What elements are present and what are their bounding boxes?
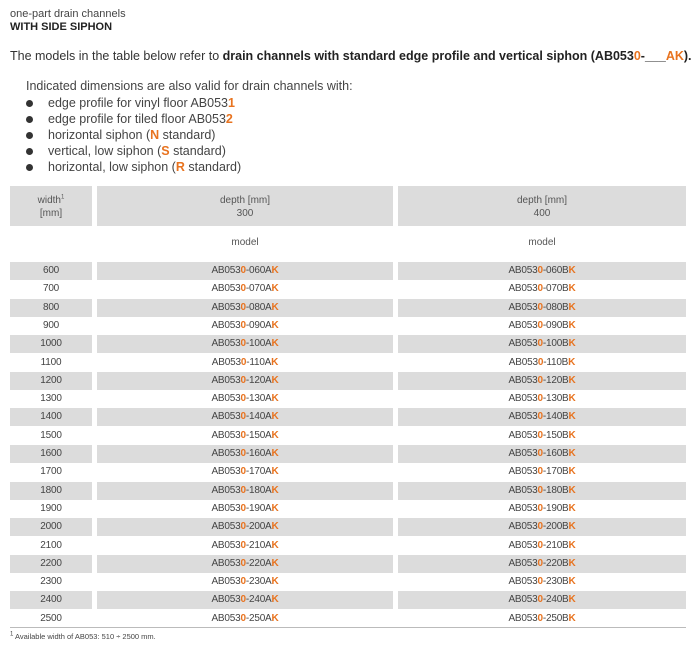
code-siphon-letter: K bbox=[271, 502, 279, 514]
width-cell: 1100 bbox=[10, 354, 92, 372]
code-variant-digit: 0 bbox=[240, 557, 246, 569]
width-unit: [mm] bbox=[39, 208, 63, 219]
code-variant-digit: 0 bbox=[537, 374, 543, 386]
code-prefix: AB053 bbox=[211, 265, 241, 276]
code-prefix: AB053 bbox=[508, 557, 538, 569]
width-cell: 1600 bbox=[10, 445, 92, 463]
code-size: -210A bbox=[245, 539, 272, 551]
code-prefix: AB053 bbox=[211, 338, 241, 350]
model-code-400 bbox=[398, 299, 686, 317]
code-variant-digit: 0 bbox=[240, 265, 246, 276]
code-variant-digit: 0 bbox=[537, 576, 543, 588]
table-row bbox=[10, 591, 686, 609]
code-prefix: AB053 bbox=[508, 466, 538, 478]
code-variant-digit: 0 bbox=[537, 301, 543, 313]
model-code-400 bbox=[398, 317, 686, 335]
model-code-400 bbox=[398, 555, 686, 573]
code-prefix: AB053 bbox=[508, 338, 538, 350]
variant-list bbox=[26, 95, 241, 175]
code-variant-digit: 0 bbox=[537, 429, 543, 441]
model-code-400 bbox=[398, 427, 686, 445]
code-siphon-letter: K bbox=[271, 539, 279, 551]
code-size: -190A bbox=[245, 502, 272, 514]
bullet-icon bbox=[26, 116, 33, 123]
code-prefix: AB053 bbox=[211, 539, 241, 551]
width-cell: 2200 bbox=[10, 555, 92, 573]
table-row bbox=[10, 537, 686, 555]
code-variant-digit: 0 bbox=[240, 448, 246, 459]
code-variant-digit: 0 bbox=[240, 594, 246, 606]
code-prefix: AB053 bbox=[211, 301, 241, 313]
code-variant-digit: 0 bbox=[537, 557, 543, 569]
table-row bbox=[10, 317, 686, 335]
code-siphon-letter: K bbox=[271, 466, 279, 478]
variant-text: horizontal, low siphon ( bbox=[48, 160, 176, 174]
code-variant-digit: 0 bbox=[537, 539, 543, 551]
model-code-400 bbox=[398, 262, 686, 280]
code-size: -230B bbox=[542, 576, 569, 588]
code-siphon-letter: K bbox=[271, 374, 279, 386]
code-siphon-letter: K bbox=[568, 393, 576, 405]
model-code-400 bbox=[398, 372, 686, 390]
intro-bold-text: drain channels with standard edge profile and vertical siphon (AB053 bbox=[222, 49, 634, 63]
code-size: -080B bbox=[542, 301, 569, 313]
code-variant-digit: 0 bbox=[537, 283, 543, 295]
code-prefix: AB053 bbox=[211, 411, 241, 423]
code-variant-digit: 0 bbox=[537, 265, 543, 276]
code-siphon-letter: K bbox=[271, 265, 279, 276]
model-code-400 bbox=[398, 463, 686, 481]
table-row bbox=[10, 482, 686, 500]
model-code-300 bbox=[97, 408, 393, 426]
width-cell: 600 bbox=[10, 262, 92, 280]
code-size: -070B bbox=[542, 283, 569, 295]
bullet-icon bbox=[26, 132, 33, 139]
model-code-300 bbox=[97, 427, 393, 445]
code-prefix: AB053 bbox=[508, 411, 538, 423]
code-size: -210B bbox=[542, 539, 569, 551]
model-code-400 bbox=[398, 500, 686, 518]
code-siphon-letter: K bbox=[271, 484, 279, 496]
depth-value-400: 400 bbox=[533, 208, 551, 219]
code-prefix: AB053 bbox=[211, 576, 241, 588]
code-prefix: AB053 bbox=[508, 429, 538, 441]
code-variant-digit: 0 bbox=[240, 576, 246, 588]
intro-prefix: The models in the table below refer to bbox=[10, 49, 223, 63]
depth-value-300: 300 bbox=[236, 208, 254, 219]
code-siphon-letter: K bbox=[271, 448, 279, 459]
code-siphon-letter: K bbox=[568, 301, 576, 313]
code-prefix: AB053 bbox=[211, 393, 241, 405]
table-row bbox=[10, 463, 686, 481]
table-row bbox=[10, 500, 686, 518]
code-siphon-letter: K bbox=[271, 338, 279, 350]
variant-text: edge profile for vinyl floor AB053 bbox=[48, 96, 228, 110]
code-prefix: AB053 bbox=[211, 557, 241, 569]
model-code-300 bbox=[97, 299, 393, 317]
model-code-400 bbox=[398, 573, 686, 591]
model-code-300 bbox=[97, 372, 393, 390]
model-code-300 bbox=[97, 280, 393, 298]
code-prefix: AB053 bbox=[508, 448, 538, 459]
code-variant-digit: 0 bbox=[240, 539, 246, 551]
code-siphon-letter: K bbox=[568, 502, 576, 514]
code-size: -060A bbox=[245, 265, 272, 276]
code-size: -170A bbox=[245, 466, 272, 478]
depth-label-400: depth [mm] bbox=[516, 195, 568, 206]
code-siphon-letter: K bbox=[271, 356, 279, 368]
code-size: -120B bbox=[542, 374, 569, 386]
code-siphon-letter: K bbox=[271, 283, 279, 295]
code-prefix: AB053 bbox=[508, 283, 538, 295]
code-variant-digit: 0 bbox=[240, 502, 246, 514]
intro-close: ). bbox=[683, 49, 692, 63]
code-variant-digit: 0 bbox=[240, 429, 246, 441]
code-prefix: AB053 bbox=[211, 484, 241, 496]
model-code-400 bbox=[398, 518, 686, 536]
code-size: -200A bbox=[245, 521, 272, 533]
code-size: -100B bbox=[542, 338, 569, 350]
width-cell: 2000 bbox=[10, 518, 92, 536]
variant-item bbox=[26, 95, 241, 111]
code-size: -250A bbox=[245, 612, 272, 624]
code-size: -070A bbox=[245, 283, 272, 295]
code-siphon-letter: K bbox=[568, 448, 576, 459]
code-variant-digit: 0 bbox=[537, 502, 543, 514]
code-prefix: AB053 bbox=[211, 612, 241, 624]
code-variant-digit: 0 bbox=[240, 301, 246, 313]
code-size: -150A bbox=[245, 429, 272, 441]
width-footnote-mark: 1 bbox=[61, 194, 65, 201]
variant-text-after: standard) bbox=[169, 144, 226, 158]
table-row bbox=[10, 354, 686, 372]
table-bottom-divider bbox=[10, 627, 686, 628]
intro-bold bbox=[223, 49, 692, 63]
document-title: WITH SIDE SIPHON bbox=[10, 21, 113, 33]
code-size: -180B bbox=[542, 484, 569, 496]
width-cell: 1300 bbox=[10, 390, 92, 408]
code-variant-digit: 0 bbox=[240, 356, 247, 368]
model-code-300 bbox=[97, 463, 393, 481]
width-cell: 1700 bbox=[10, 463, 92, 481]
model-code-300 bbox=[97, 335, 393, 353]
bullet-icon bbox=[26, 100, 33, 107]
code-size: -060B bbox=[542, 265, 569, 276]
model-code-300 bbox=[97, 573, 393, 591]
code-size: -150B bbox=[542, 429, 569, 441]
code-siphon-letter: K bbox=[568, 411, 576, 423]
code-variant-digit: 0 bbox=[240, 411, 246, 423]
variant-highlight: 1 bbox=[227, 96, 235, 110]
code-prefix: AB053 bbox=[508, 484, 538, 496]
intro-paragraph bbox=[10, 49, 692, 63]
table-row bbox=[10, 408, 686, 426]
code-size: -250B bbox=[542, 612, 569, 624]
code-prefix: AB053 bbox=[508, 374, 538, 386]
code-prefix: AB053 bbox=[508, 576, 538, 588]
variant-text: vertical, low siphon ( bbox=[48, 144, 162, 158]
intro-orange-suffix: AK bbox=[665, 49, 684, 63]
table-row bbox=[10, 610, 686, 628]
code-prefix: AB053 bbox=[508, 612, 538, 624]
depth-label-300: depth [mm] bbox=[219, 195, 271, 206]
document-pretitle: one-part drain channels bbox=[10, 8, 126, 20]
width-cell: 700 bbox=[10, 280, 92, 298]
width-cell: 1000 bbox=[10, 335, 92, 353]
footnote-mark: 1 bbox=[10, 631, 14, 638]
width-cell: 1200 bbox=[10, 372, 92, 390]
model-code-300 bbox=[97, 500, 393, 518]
model-code-300 bbox=[97, 518, 393, 536]
model-code-400 bbox=[398, 445, 686, 463]
code-size: -230A bbox=[245, 576, 272, 588]
table-row bbox=[10, 390, 686, 408]
code-siphon-letter: K bbox=[568, 265, 576, 276]
model-code-300 bbox=[97, 537, 393, 555]
variant-text-after: standard) bbox=[184, 160, 242, 174]
model-code-300 bbox=[97, 591, 393, 609]
variant-item bbox=[26, 127, 241, 143]
model-label-300: model bbox=[231, 237, 259, 248]
code-size: -140A bbox=[245, 411, 272, 423]
code-prefix: AB053 bbox=[211, 356, 241, 368]
model-code-400 bbox=[398, 610, 686, 628]
model-code-300 bbox=[97, 445, 393, 463]
code-size: -190B bbox=[542, 502, 569, 514]
width-label: width bbox=[37, 195, 61, 206]
code-siphon-letter: K bbox=[568, 283, 576, 295]
code-variant-digit: 0 bbox=[240, 466, 246, 478]
code-size: -180A bbox=[245, 484, 272, 496]
code-variant-digit: 0 bbox=[240, 393, 246, 405]
code-size: -160B bbox=[542, 448, 569, 459]
code-siphon-letter: K bbox=[568, 576, 576, 588]
intro-dash-blank: -___ bbox=[640, 49, 666, 63]
code-size: -120A bbox=[245, 374, 272, 386]
code-prefix: AB053 bbox=[508, 319, 538, 331]
code-siphon-letter: K bbox=[271, 576, 279, 588]
model-code-300 bbox=[97, 262, 393, 280]
model-code-400 bbox=[398, 390, 686, 408]
code-siphon-letter: K bbox=[568, 338, 576, 350]
code-siphon-letter: K bbox=[568, 594, 576, 606]
code-prefix: AB053 bbox=[211, 319, 241, 331]
width-cell: 1400 bbox=[10, 408, 92, 426]
code-variant-digit: 0 bbox=[537, 338, 543, 350]
code-variant-digit: 0 bbox=[537, 411, 543, 423]
table-row bbox=[10, 372, 686, 390]
code-siphon-letter: K bbox=[568, 612, 576, 624]
width-cell: 900 bbox=[10, 317, 92, 335]
variant-text: edge profile for tiled floor AB053 bbox=[48, 112, 226, 126]
model-code-300 bbox=[97, 390, 393, 408]
code-prefix: AB053 bbox=[211, 594, 241, 606]
code-variant-digit: 0 bbox=[240, 319, 246, 331]
code-size: -080A bbox=[245, 301, 272, 313]
code-variant-digit: 0 bbox=[537, 393, 543, 405]
code-size: -220A bbox=[245, 557, 272, 569]
header-width bbox=[10, 186, 92, 226]
footnote-text: Available width of AB053: 510 ÷ 2500 mm. bbox=[13, 632, 156, 641]
code-siphon-letter: K bbox=[271, 557, 279, 569]
code-size: -200B bbox=[542, 521, 569, 533]
variant-text: horizontal siphon ( bbox=[48, 128, 151, 142]
code-variant-digit: 0 bbox=[240, 338, 246, 350]
code-siphon-letter: K bbox=[568, 466, 576, 478]
code-siphon-letter: K bbox=[271, 594, 279, 606]
variant-item bbox=[26, 111, 241, 127]
code-size: -240B bbox=[542, 594, 569, 606]
model-code-400 bbox=[398, 482, 686, 500]
variant-item bbox=[26, 159, 241, 175]
code-variant-digit: 0 bbox=[537, 484, 543, 496]
code-siphon-letter: K bbox=[271, 521, 279, 533]
width-cell: 2500 bbox=[10, 610, 92, 628]
model-code-300 bbox=[97, 317, 393, 335]
code-prefix: AB053 bbox=[211, 502, 241, 514]
code-siphon-letter: K bbox=[568, 557, 576, 569]
model-code-400 bbox=[398, 354, 686, 372]
code-prefix: AB053 bbox=[508, 356, 538, 368]
code-prefix: AB053 bbox=[508, 502, 538, 514]
table-row bbox=[10, 445, 686, 463]
variant-item bbox=[26, 143, 241, 159]
table-row bbox=[10, 335, 686, 353]
width-cell: 2300 bbox=[10, 573, 92, 591]
code-siphon-letter: K bbox=[568, 374, 576, 386]
code-size: -130A bbox=[245, 393, 272, 405]
model-code-400 bbox=[398, 591, 686, 609]
model-code-400 bbox=[398, 408, 686, 426]
variant-highlight: S bbox=[161, 144, 170, 158]
code-siphon-letter: K bbox=[271, 393, 279, 405]
footnote bbox=[10, 632, 156, 641]
table-row bbox=[10, 280, 686, 298]
code-prefix: AB053 bbox=[211, 374, 241, 386]
code-variant-digit: 0 bbox=[240, 283, 246, 295]
code-prefix: AB053 bbox=[211, 466, 241, 478]
table-row bbox=[10, 427, 686, 445]
code-size: -100A bbox=[245, 338, 272, 350]
code-prefix: AB053 bbox=[508, 539, 538, 551]
variant-highlight: N bbox=[150, 128, 160, 142]
code-variant-digit: 0 bbox=[537, 466, 543, 478]
code-prefix: AB053 bbox=[211, 429, 241, 441]
code-siphon-letter: K bbox=[568, 319, 576, 331]
table-row bbox=[10, 262, 686, 280]
code-variant-digit: 0 bbox=[537, 448, 543, 459]
bullet-icon bbox=[26, 148, 33, 155]
model-code-300 bbox=[97, 610, 393, 628]
code-siphon-letter: K bbox=[271, 301, 279, 313]
valid-heading: Indicated dimensions are also valid for drain channels with: bbox=[26, 79, 353, 93]
model-code-300 bbox=[97, 482, 393, 500]
code-prefix: AB053 bbox=[508, 393, 538, 405]
code-variant-digit: 0 bbox=[537, 594, 543, 606]
code-variant-digit: 0 bbox=[240, 374, 246, 386]
code-prefix: AB053 bbox=[508, 594, 538, 606]
header-depth-300 bbox=[97, 186, 393, 226]
width-cell: 1900 bbox=[10, 500, 92, 518]
code-siphon-letter: K bbox=[568, 429, 576, 441]
model-label-400: model bbox=[528, 237, 556, 248]
code-variant-digit: 0 bbox=[240, 612, 246, 624]
code-size: -140B bbox=[542, 411, 569, 423]
code-size: -130B bbox=[542, 393, 569, 405]
code-siphon-letter: K bbox=[271, 429, 279, 441]
code-prefix: AB053 bbox=[508, 301, 538, 313]
code-size: -160A bbox=[245, 448, 272, 459]
bullet-icon bbox=[26, 164, 33, 171]
variant-highlight: 2 bbox=[225, 112, 233, 126]
code-variant-digit: 0 bbox=[537, 356, 544, 368]
table-row bbox=[10, 555, 686, 573]
model-code-300 bbox=[97, 354, 393, 372]
table-row bbox=[10, 518, 686, 536]
model-code-300 bbox=[97, 555, 393, 573]
table-row bbox=[10, 573, 686, 591]
code-size: -220B bbox=[542, 557, 569, 569]
code-siphon-letter: K bbox=[568, 539, 576, 551]
table-row bbox=[10, 299, 686, 317]
code-siphon-letter: K bbox=[568, 356, 576, 368]
model-code-400 bbox=[398, 280, 686, 298]
code-siphon-letter: K bbox=[568, 484, 576, 496]
code-size: -090B bbox=[542, 319, 569, 331]
variant-text-after: standard) bbox=[159, 128, 216, 142]
code-siphon-letter: K bbox=[568, 521, 576, 533]
code-size: -170B bbox=[542, 466, 569, 478]
width-cell: 1800 bbox=[10, 482, 92, 500]
code-variant-digit: 0 bbox=[537, 612, 543, 624]
code-prefix: AB053 bbox=[211, 521, 241, 533]
width-cell: 2100 bbox=[10, 537, 92, 555]
code-prefix: AB053 bbox=[508, 265, 538, 276]
width-cell: 1500 bbox=[10, 427, 92, 445]
model-code-400 bbox=[398, 537, 686, 555]
intro-orange-digit: 0 bbox=[633, 49, 641, 63]
width-cell: 800 bbox=[10, 299, 92, 317]
model-code-400 bbox=[398, 335, 686, 353]
code-variant-digit: 0 bbox=[537, 319, 543, 331]
code-siphon-letter: K bbox=[271, 411, 279, 423]
width-cell: 2400 bbox=[10, 591, 92, 609]
code-size: -090A bbox=[245, 319, 272, 331]
code-prefix: AB053 bbox=[508, 521, 538, 533]
code-size: -110B bbox=[543, 356, 569, 368]
code-prefix: AB053 bbox=[211, 448, 241, 459]
header-depth-400 bbox=[398, 186, 686, 226]
code-variant-digit: 0 bbox=[240, 484, 246, 496]
variant-highlight: R bbox=[175, 160, 185, 174]
code-variant-digit: 0 bbox=[537, 521, 543, 533]
code-size: -240A bbox=[245, 594, 272, 606]
code-siphon-letter: K bbox=[271, 319, 279, 331]
code-variant-digit: 0 bbox=[240, 521, 246, 533]
code-size: -110A bbox=[246, 356, 272, 368]
code-siphon-letter: K bbox=[271, 612, 279, 624]
code-prefix: AB053 bbox=[211, 283, 241, 295]
